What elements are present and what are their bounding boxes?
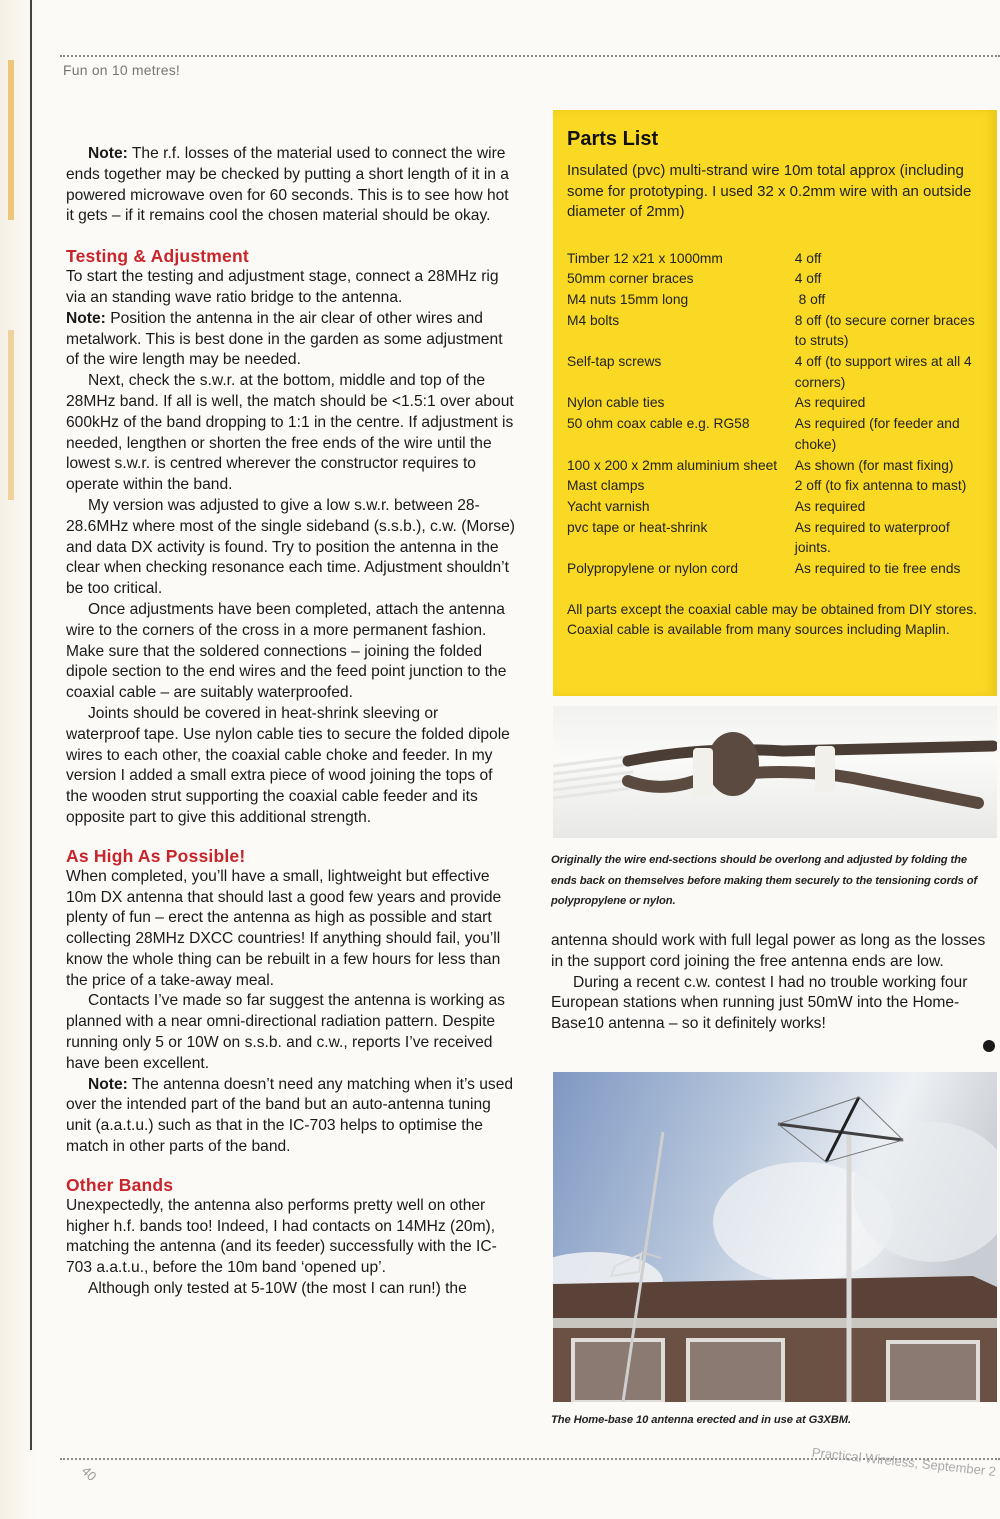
part-name: pvc tape or heat-shrink xyxy=(567,519,708,535)
part-name: 50mm corner braces xyxy=(567,271,694,287)
part-name: M4 bolts xyxy=(567,312,620,328)
parts-list-title: Parts List xyxy=(567,128,659,150)
part-qty: As required to waterproof joints. xyxy=(794,519,950,556)
part-qty: 4 off xyxy=(794,250,822,266)
part-qty: 8 off xyxy=(794,291,826,307)
paragraph-text: To start the testing and adjustment stage, connect a 28MHz rig via an standing wave ratio bridge to the antenna. xyxy=(66,268,499,306)
magazine-footer: Practical Wireless, September 2 xyxy=(811,1444,997,1479)
running-head: Fun on 10 metres! xyxy=(63,62,181,78)
paragraph xyxy=(66,267,516,371)
paragraph xyxy=(66,1075,516,1158)
part-qty: As required xyxy=(794,395,866,411)
note-label: Note: xyxy=(66,309,106,327)
table-row xyxy=(567,497,981,518)
part-qty: 4 off (to support wires at all 4 corners) xyxy=(794,354,972,390)
wire-knot-photo xyxy=(553,706,997,838)
table-row xyxy=(567,414,981,455)
section-heading-testing: Testing & Adjustment xyxy=(66,246,249,267)
part-name: Timber 12 x21 x 1000mm xyxy=(567,250,723,266)
table-row xyxy=(567,518,981,559)
table-row xyxy=(567,393,981,414)
parts-table xyxy=(567,249,981,580)
part-qty: As shown (for mast fixing) xyxy=(794,457,954,473)
part-name: Self-tap screws xyxy=(567,354,662,370)
binding-edge xyxy=(30,0,32,1450)
intro-note-paragraph xyxy=(66,144,516,227)
part-qty: 2 off (to fix antenna to mast) xyxy=(794,478,967,494)
left-column xyxy=(66,144,516,1300)
wire-knot-illustration xyxy=(553,706,997,838)
part-qty: As required to tie free ends xyxy=(794,561,961,577)
house-antenna-photo xyxy=(553,1072,997,1402)
table-row xyxy=(567,476,981,497)
paragraph: When completed, you’ll have a small, lightweight but effective 10m DX antenna that should last a good few years and provide plenty of fun – erect the antenna as high as possible and start collecting 28MHz DXCC countries! If anything should fail, you’ll know the whole thing can be rebuilt in a few hours for less than the price of a take-away meal. xyxy=(66,867,502,989)
page-binding-margin xyxy=(0,0,40,1519)
table-row xyxy=(567,456,981,477)
binding-stripe xyxy=(8,60,14,220)
part-name: M4 nuts 15mm long xyxy=(567,291,689,307)
note-label: Note: xyxy=(88,145,128,162)
part-name: 100 x 200 x 2mm aluminium sheet xyxy=(567,457,778,473)
binding-stripe xyxy=(8,330,14,500)
paragraph: My version was adjusted to give a low s.w.r. between 28-28.6MHz where most of the single sideband (s.s.b.), c.w. (Morse) and data DX activity is found. Try to position the antenna in the clear when checking resonance each time. Adjustment shouldn’t be too critical. xyxy=(66,496,515,598)
paragraph: Once adjustments have been completed, attach the antenna wire to the corners of the cross in a more permanent fashion. Make sure that the soldered connections – joining the folded dipole section to the end wires and the feed point junction to the coaxial cable – are suitably waterproofed. xyxy=(66,600,507,702)
note-text: The r.f. losses of the material used to connect the wire ends together may be checked by putting a short length of it in a powered microwave oven for 60 seconds. This is to see how hot it gets – if it remains cool the chosen material should be okay. xyxy=(66,145,509,225)
parts-list-intro: Insulated (pvc) multi-strand wire 10m total approx (including some for prototyping. I used 32 x 0.2mm wire with an outside diameter of 2mm) xyxy=(567,162,972,220)
house-photo-caption: The Home-base 10 antenna erected and in use at G3XBM. xyxy=(551,1414,851,1426)
right-column-text xyxy=(551,931,996,1035)
house-antenna-illustration xyxy=(553,1072,997,1402)
part-name: 50 ohm coax cable e.g. RG58 xyxy=(567,416,750,432)
part-name: Mast clamps xyxy=(567,478,645,494)
paragraph: Next, check the s.w.r. at the bottom, middle and top of the 28MHz band. If all is well, the match should be <1.5:1 over about 600kHz of the band dropping to 1:1 in the centre. If adjustment is needed, lengthen or shorten the free ends of the wire until the lowest s.w.r. is centred wherever the constructor requires to operate within the band. xyxy=(66,372,514,494)
part-qty: 4 off xyxy=(794,271,822,287)
part-name: Nylon cable ties xyxy=(567,395,665,411)
end-of-article-bullet-icon xyxy=(983,1040,995,1052)
note-text: The antenna doesn’t need any matching when it’s used over the intended part of the band but an auto-antenna tuning unit (a.a.t.u.) such as that in the IC-703 helps to optimise the match in other parts of the band. xyxy=(66,1075,514,1156)
table-row xyxy=(567,311,981,352)
paragraph: During a recent c.w. contest I had no trouble working four European stations when running just 50mW into the Home-Base10 antenna – so it definitely works! xyxy=(551,973,968,1033)
part-qty: 8 off (to secure corner braces to struts) xyxy=(794,312,975,349)
paragraph: Contacts I’ve made so far suggest the antenna is working as planned with a near omni-directional radiation pattern. Despite running only 5 or 10W on s.s.b. and c.w., reports I’ve received have been excellent. xyxy=(66,992,505,1072)
page-number: 40 xyxy=(78,1463,100,1484)
table-row xyxy=(567,559,981,580)
table-row xyxy=(567,249,981,270)
parts-list-box xyxy=(553,110,997,696)
paragraph: antenna should work with full legal power as long as the losses in the support cord joining the free antenna ends are low. xyxy=(551,932,986,970)
part-qty: As required (for feeder and choke) xyxy=(794,416,960,452)
paragraph: Unexpectedly, the antenna also performs pretty well on other higher h.f. bands too! Indeed, I had contacts on 14MHz (20m), matching the antenna (and its feeder) successfully with the IC-703 a.a.t.u., before the 10m band ‘opened up’. xyxy=(66,1196,497,1277)
header-rule xyxy=(60,55,1000,57)
section-heading-as-high: As High As Possible! xyxy=(66,845,246,866)
table-row xyxy=(567,352,981,393)
section-heading-other-bands: Other Bands xyxy=(66,1174,174,1195)
part-name: Yacht varnish xyxy=(567,498,650,514)
note-text: Position the antenna in the air clear of other wires and metalwork. This is best done in the garden as some adjustment of the wire length may be needed. xyxy=(66,309,503,369)
note-label: Note: xyxy=(88,1075,128,1093)
table-row xyxy=(567,269,981,290)
paragraph: Although only tested at 5-10W (the most I can run!) the xyxy=(88,1280,467,1298)
table-row xyxy=(567,290,981,311)
parts-list-footer: All parts except the coaxial cable may be obtained from DIY stores. Coaxial cable is available from many sources including Maplin. xyxy=(567,601,978,638)
paragraph: Joints should be covered in heat-shrink sleeving or waterproof tape. Use nylon cable ties to secure the folded dipole wires to each other, the coaxial cable choke and feeder. In my version I added a small extra piece of wood joining the tops of the wooden strut supporting the coaxial cable feeder and its opposite part to give this additional strength. xyxy=(66,704,510,826)
part-qty: As required xyxy=(794,498,866,514)
wire-photo-caption: Originally the wire end-sections should be overlong and adjusted by folding the ends back on themselves before making them securely to the tensioning cords of polypropylene or nylon. xyxy=(551,854,978,907)
part-name: Polypropylene or nylon cord xyxy=(567,561,739,577)
